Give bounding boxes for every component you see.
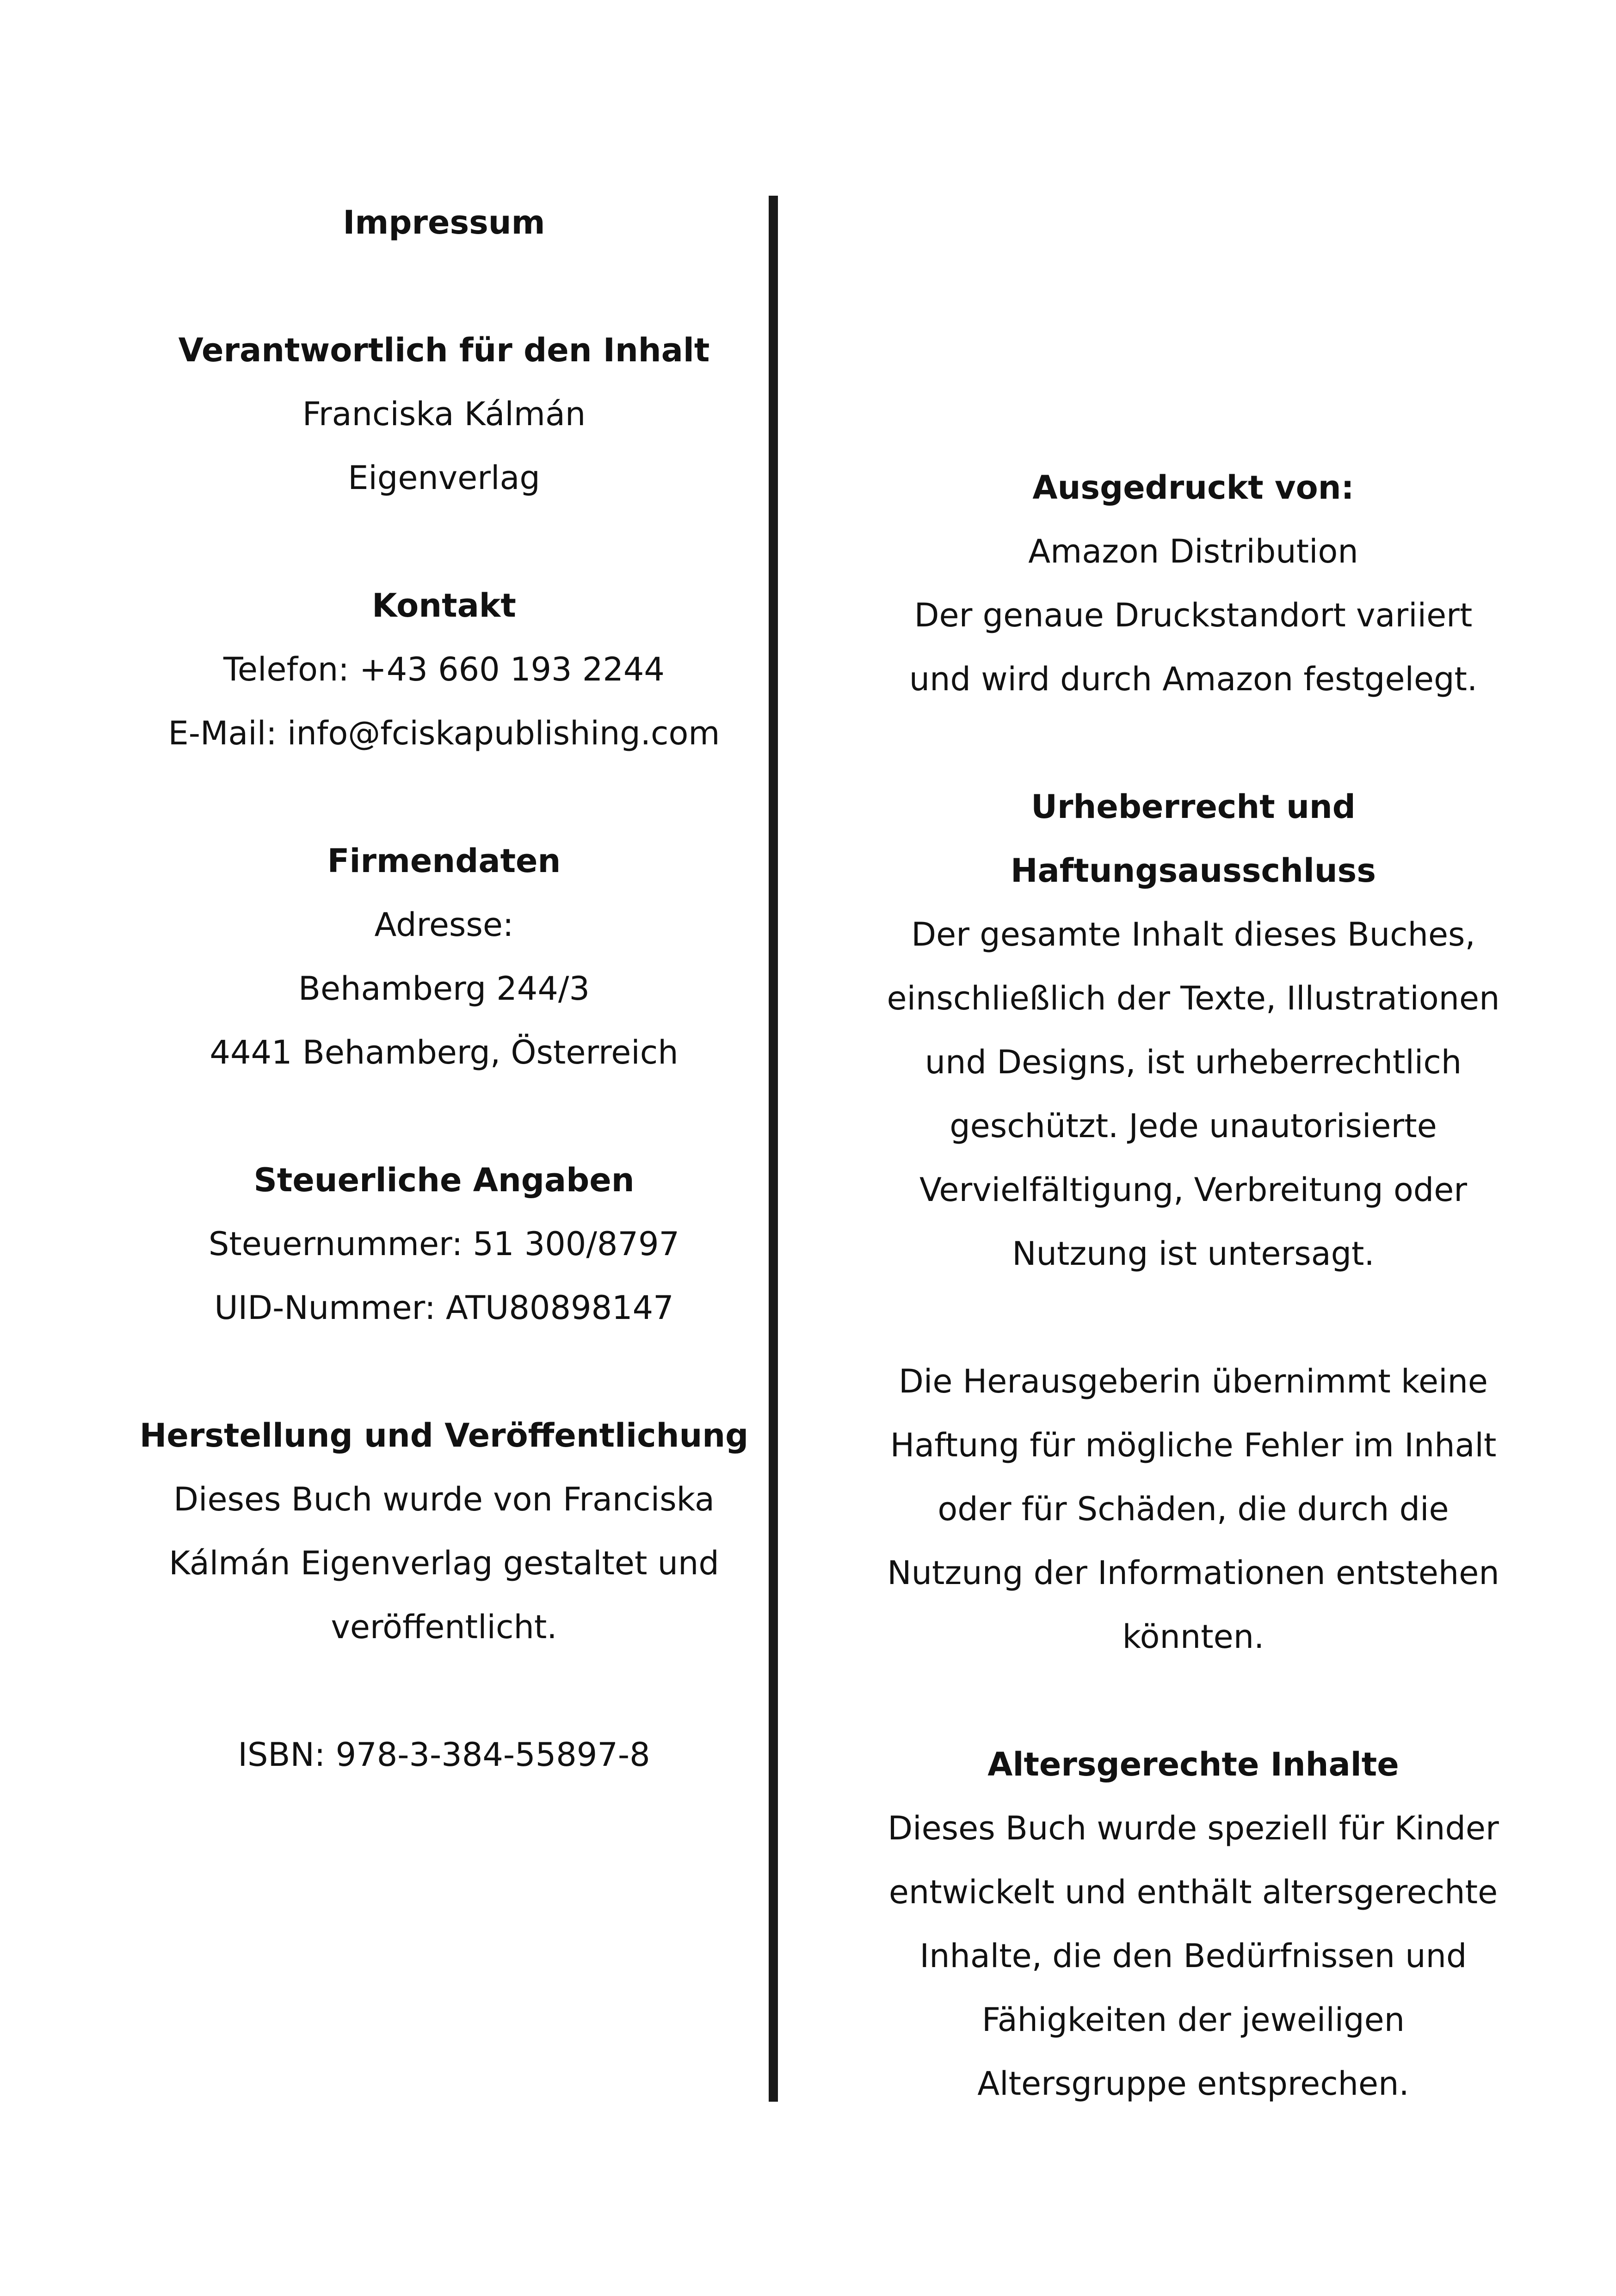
column-divider [769,196,778,2102]
right-column [819,456,1568,2116]
spacer [69,254,819,318]
copyright-text: geschützt. Jede unautorisierte [950,1107,1437,1145]
spacer [819,711,1568,775]
copyright-text: einschließlich der Texte, Illustrationen [887,979,1500,1017]
liability-text: Die Herausgeberin übernimmt keine [898,1362,1488,1400]
responsible-publisher: Eigenverlag [348,459,540,497]
contact-phone: Telefon: +43 660 193 2244 [223,650,665,688]
spacer [69,1340,819,1404]
copyright-text: Vervielfältigung, Verbreitung oder [919,1171,1468,1209]
copyright-text: Nutzung ist untersagt. [1012,1235,1375,1273]
printed-heading: Ausgedruckt von: [1032,469,1354,507]
age-text: Inhalte, die den Bedürfnissen und [919,1937,1467,1975]
production-text: Dieses Buch wurde von Franciska [173,1480,715,1518]
age-text: Fähigkeiten der jeweiligen [981,2001,1405,2039]
spacer [69,765,819,829]
spacer [819,1669,1568,1733]
spacer [69,510,819,574]
contact-email: E-Mail: info@fciskapublishing.com [168,714,720,752]
vat-number: UID-Nummer: ATU80898147 [214,1289,674,1327]
printed-text: und wird durch Amazon festgelegt. [909,660,1478,698]
tax-heading: Steuerliche Angaben [253,1161,635,1199]
production-text: veröffentlicht. [331,1608,557,1646]
contact-heading: Kontakt [372,587,516,625]
age-heading: Altersgerechte Inhalte [987,1745,1399,1783]
company-heading: Firmendaten [327,842,561,880]
page-title: Impressum [343,204,545,241]
spacer [69,1659,819,1723]
copyright-text: Der gesamte Inhalt dieses Buches, [911,916,1475,953]
responsible-name: Franciska Kálmán [302,395,586,433]
printed-text: Amazon Distribution [1028,532,1358,570]
production-heading: Herstellung und Veröffentlichung [139,1417,749,1454]
liability-text: Haftung für mögliche Fehler im Inhalt [890,1426,1497,1464]
company-street: Behamberg 244/3 [298,970,590,1008]
company-address-label: Adresse: [374,906,514,944]
responsible-heading: Verantwortlich für den Inhalt [178,331,710,369]
liability-text: könnten. [1122,1618,1264,1656]
printed-text: Der genaue Druckstandort variiert [914,596,1473,634]
age-text: Altersgruppe entsprechen. [977,2065,1409,2103]
company-city: 4441 Behamberg, Österreich [210,1034,678,1071]
isbn: ISBN: 978-3-384-55897-8 [238,1736,650,1774]
spacer [819,1286,1568,1349]
age-text: entwickelt und enthält altersgerechte [888,1873,1498,1911]
production-text: Kálmán Eigenverlag gestaltet und [169,1544,719,1582]
copyright-text: und Designs, ist urheberrechtlich [925,1043,1462,1081]
liability-text: Nutzung der Informationen entstehen [887,1554,1499,1592]
tax-number: Steuernummer: 51 300/8797 [208,1225,680,1263]
age-text: Dieses Buch wurde speziell für Kinder [888,1809,1499,1847]
left-column [69,191,819,1787]
liability-text: oder für Schäden, die durch die [938,1490,1449,1528]
copyright-heading: Urheberrecht und [1031,788,1356,826]
copyright-heading: Haftungsausschluss [1010,852,1376,890]
spacer [69,1084,819,1148]
